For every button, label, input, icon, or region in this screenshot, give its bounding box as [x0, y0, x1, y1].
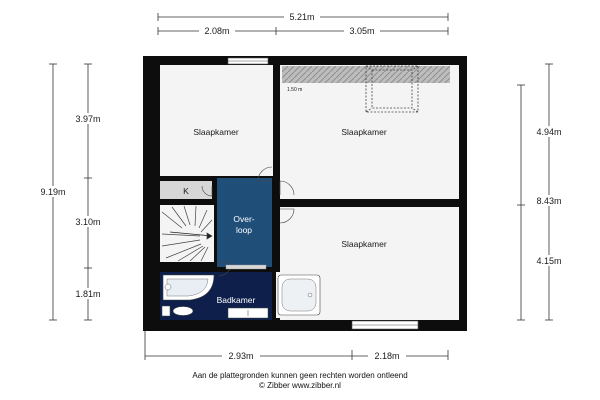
label-bedroom-1: Slaapkamer: [193, 127, 239, 137]
label-landing-line2: loop: [235, 225, 253, 235]
toilet-fixture: [173, 307, 193, 316]
label-closet: K: [183, 186, 189, 196]
dim-left-top: 3.97m: [75, 114, 101, 124]
footer-disclaimer: Aan de plattegronden kunnen geen rechten worden ontleend: [192, 371, 408, 380]
dim-top-right: 3.05m: [349, 26, 375, 36]
dim-right-top: 4.94m: [536, 127, 562, 137]
room-bedroom-1: [160, 65, 273, 176]
dim-left-total: 9.19m: [40, 187, 66, 197]
label-bathroom: Badkamer: [216, 295, 256, 305]
dim-left-bottom: 1.81m: [75, 289, 101, 299]
dim-top-total: 5.21m: [289, 12, 315, 22]
dim-bottom-right: 2.18m: [374, 351, 400, 361]
label-bedroom-2: Slaapkamer: [341, 127, 387, 137]
label-bedroom-3: Slaapkamer: [341, 239, 387, 249]
landing-railing: [226, 265, 266, 269]
dim-left-middle: 3.10m: [75, 217, 101, 227]
dim-right-total: 8.43m: [536, 196, 562, 206]
label-landing-line1: Over-: [233, 214, 255, 224]
footer-copyright: © Zibber www.zibber.nl: [259, 381, 341, 390]
dim-right-bottom: 4.15m: [536, 256, 562, 266]
dim-top-left: 2.08m: [204, 26, 230, 36]
dim-bottom-left: 2.93m: [228, 351, 254, 361]
label-ceiling-height: 1.50 m: [287, 87, 303, 93]
